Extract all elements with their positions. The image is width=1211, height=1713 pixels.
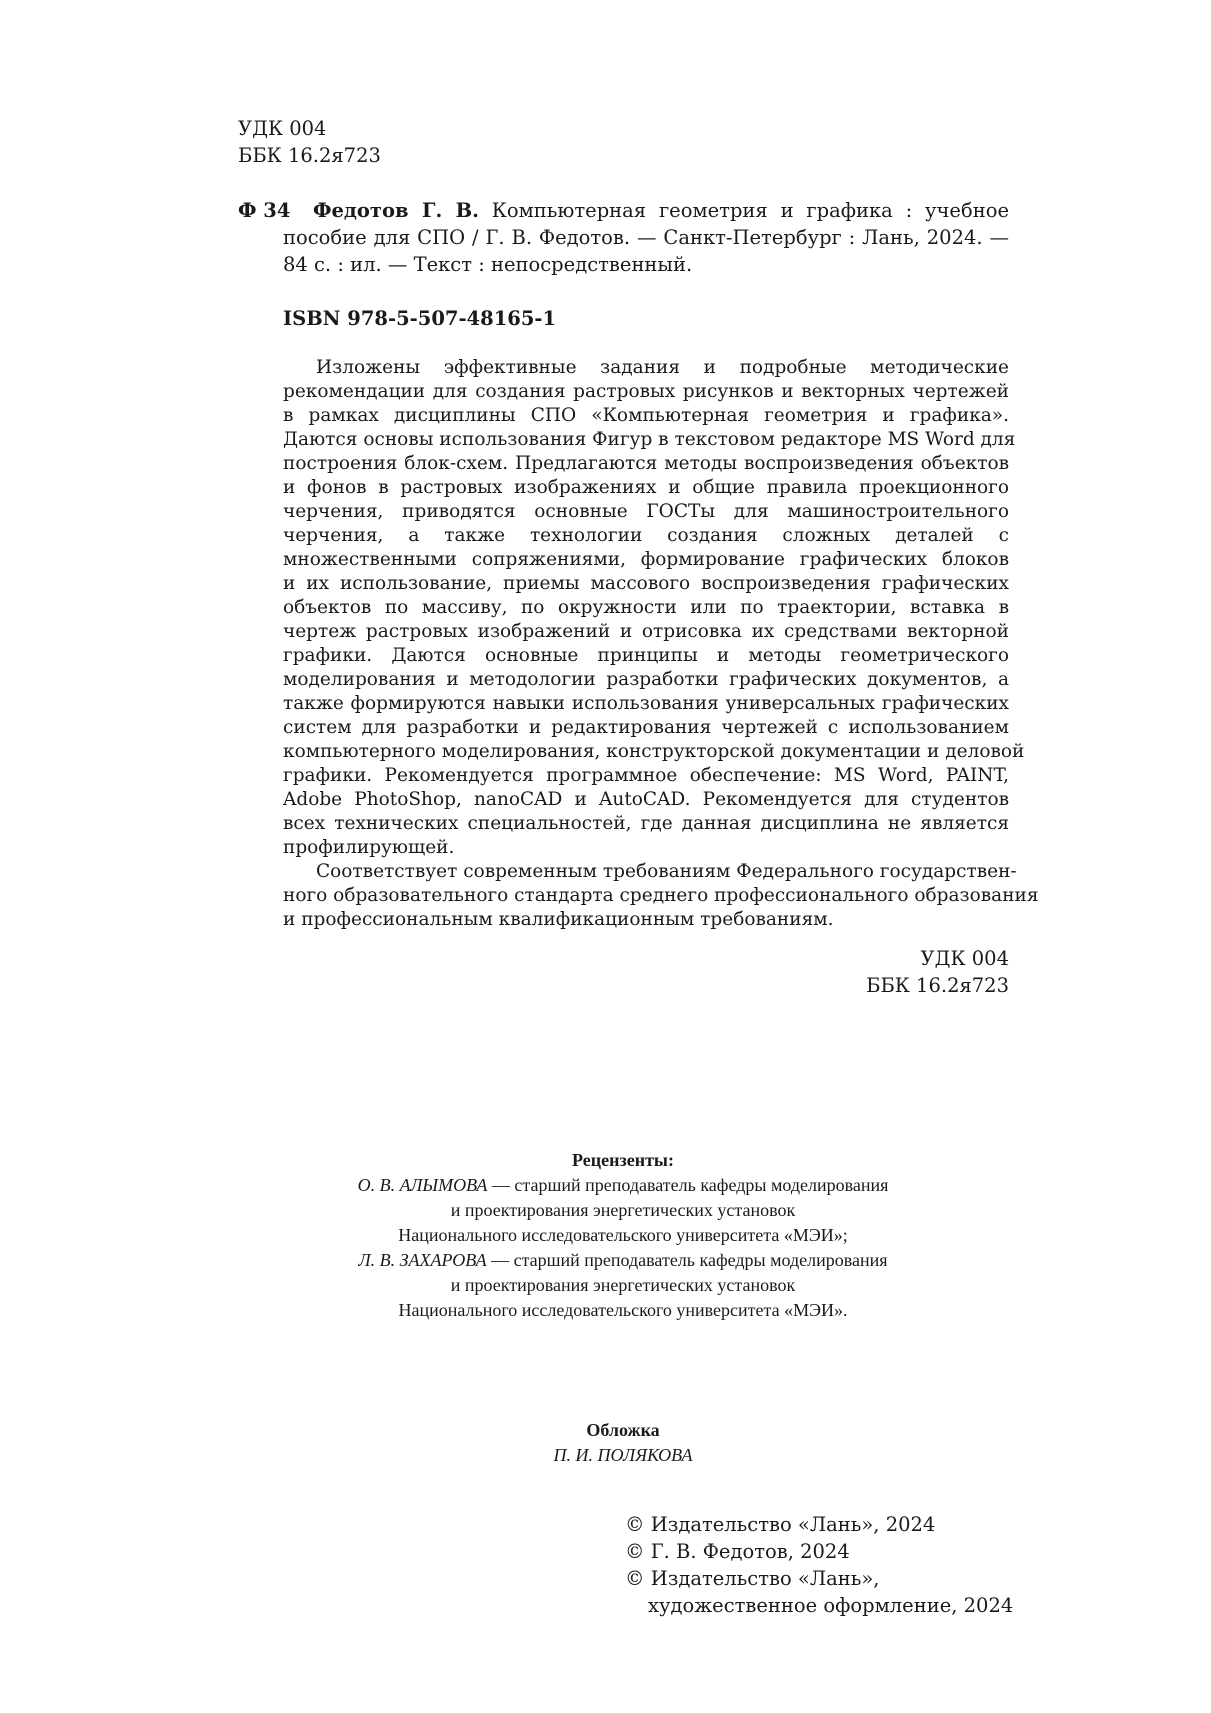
reviewer-1-position: — старший преподаватель кафедры моделирования (487, 1175, 889, 1195)
copyright-line: художественное оформление, 2024 (648, 1594, 1014, 1617)
reviewers-heading: Рецензенты: (572, 1150, 674, 1170)
bbk-code-right: ББК 16.2я723 (866, 974, 1009, 997)
annotation-line: и фонов в растровых изображениях и общие правила проекционного (283, 477, 1009, 498)
reviewer-2-position: — старший преподаватель кафедры моделирования (486, 1250, 888, 1270)
cover-designer-name: П. И. ПОЛЯКОВА (553, 1445, 693, 1465)
cover-block (238, 1418, 1008, 1468)
reviewer-2-line-1 (238, 1248, 1008, 1273)
annotation-line: и профессиональным квалификационным требованиям. (283, 909, 834, 930)
annotation-line: компьютерного моделирования, конструкторской документации и деловой (283, 741, 1025, 762)
annotation-line: в рамках дисциплины СПО «Компьютерная геометрия и графика». (283, 405, 1009, 426)
reviewers-block (238, 1148, 1008, 1323)
annotation-line: систем для разработки и редактирования чертежей с использованием (283, 717, 1009, 738)
author-index: Ф 34 (238, 199, 291, 222)
reviewer-1-line-3: Национального исследовательского университета «МЭИ»; (398, 1225, 848, 1245)
annotation-line: черчения, а также технологии создания сложных деталей с (283, 525, 1009, 546)
annotation-line: Даются основы использования Фигур в текстовом редакторе MS Word для (283, 429, 1016, 450)
annotation-line: рекомендации для создания растровых рисунков и векторных чертежей (283, 381, 1009, 402)
annotation-line: моделирования и методологии разработки графических документов, а (283, 669, 1009, 690)
copyright-block (625, 1511, 1013, 1619)
reviewer-2-name: Л. В. ЗАХАРОВА (358, 1250, 487, 1270)
bbk-code: ББК 16.2я723 (238, 144, 381, 167)
annotation-line: построения блок-схем. Предлагаются методы воспроизведения объектов (283, 453, 1009, 474)
udk-code: УДК 004 (238, 117, 327, 140)
annotation-line: черчения, приводятся основные ГОСТы для машиностроительного (283, 501, 1009, 522)
cover-heading: Обложка (586, 1420, 660, 1440)
bib-line-1 (313, 197, 1009, 224)
bib-title: Компьютерная геометрия и графика : учебное (491, 199, 1009, 222)
annotation-line: Соответствует современным требованиям Федерального государствен- (316, 861, 1017, 882)
copyright-line: © Г. В. Федотов, 2024 (625, 1540, 850, 1563)
annotation-line: графики. Даются основные принципы и методы геометрического (283, 645, 1009, 666)
annotation (283, 356, 1039, 932)
copyright-line: © Издательство «Лань», 2024 (625, 1513, 936, 1536)
annotation-line: объектов по массиву, по окружности или по траектории, вставка в (283, 597, 1009, 618)
annotation-line: графики. Рекомендуется программное обеспечение: MS Word, PAINT, (283, 765, 1009, 786)
reviewer-1-line-2: и проектирования энергетических установок (450, 1200, 796, 1220)
bib-line-2: пособие для СПО / Г. В. Федотов. — Санкт-Петербург : Лань, 2024. — (283, 226, 1009, 249)
reviewer-2-line-3: Национального исследовательского университета «МЭИ». (398, 1300, 848, 1320)
annotation-line: Изложены эффективные задания и подробные методические (316, 357, 1009, 378)
bib-line-3: 84 с. : ил. — Текст : непосредственный. (283, 253, 693, 276)
copyright-line: © Издательство «Лань», (625, 1567, 880, 1590)
annotation-line: и их использование, приемы массового воспроизведения графических (283, 573, 1009, 594)
reviewer-1-line-1 (238, 1173, 1008, 1198)
reviewer-1-name: О. В. АЛЫМОВА (357, 1175, 488, 1195)
annotation-line: ного образовательного стандарта среднего профессионального образования (283, 885, 1039, 906)
reviewer-2-line-2: и проектирования энергетических установок (450, 1275, 796, 1295)
annotation-line: Adobe PhotoShop, nanoCAD и AutoCAD. Рекомендуется для студентов (283, 789, 1009, 810)
udk-code-right: УДК 004 (920, 947, 1009, 970)
annotation-line: профилирующей. (283, 837, 455, 858)
annotation-line: множественными сопряжениями, формирование графических блоков (283, 549, 1009, 570)
annotation-line: также формируются навыки использования универсальных графических (283, 693, 1009, 714)
author-name: Федотов Г. В. (313, 199, 479, 222)
annotation-line: всех технических специальностей, где данная дисциплина не является (283, 813, 1009, 834)
cover-name (238, 1443, 1008, 1468)
annotation-line: чертеж растровых изображений и отрисовка их средствами векторной (283, 621, 1009, 642)
isbn: ISBN 978-5-507-48165-1 (283, 307, 557, 330)
